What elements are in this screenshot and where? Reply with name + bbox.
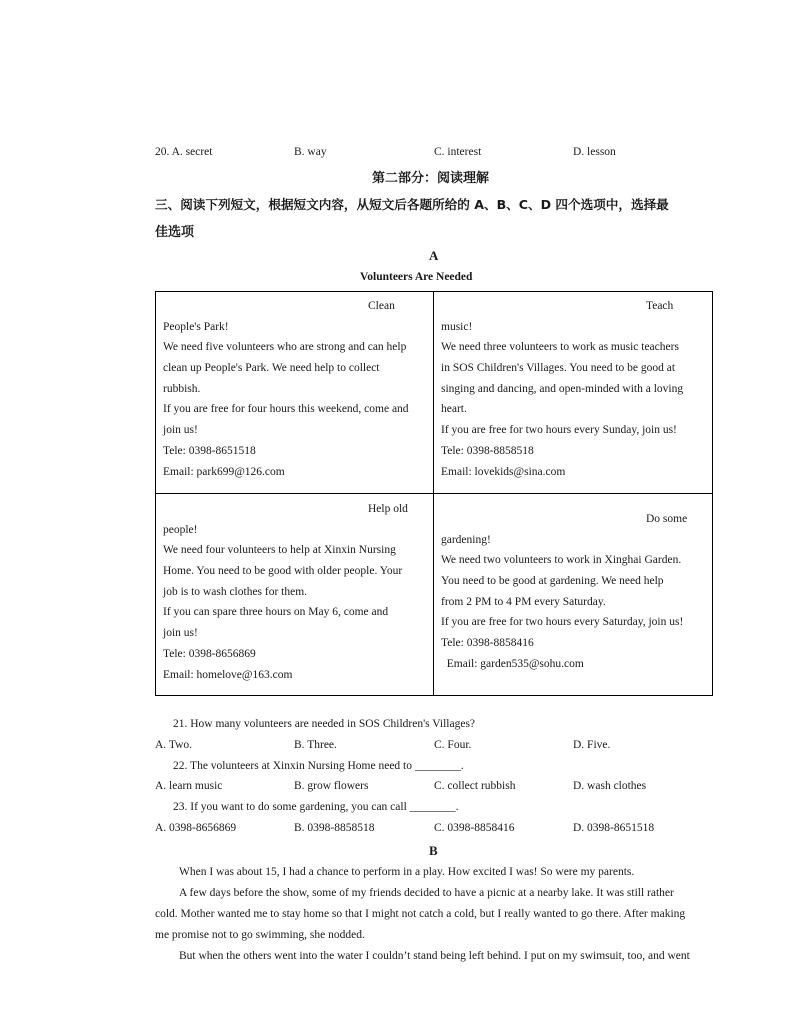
ad-music-email: Email: lovekids@sina.com — [441, 465, 566, 478]
ad-music-phone: Tele: 0398-8858518 — [441, 444, 534, 457]
ad-park-line: We need five volunteers who are strong and can help — [163, 341, 407, 354]
ad-music-line: music! — [441, 320, 473, 333]
passage-b-paragraph-line: me promise not to go swimming, she nodded. — [155, 929, 365, 941]
passage-b-paragraph-line: When I was about 15, I had a chance to perform in a play. How excited I was! So were my parents. — [179, 866, 635, 878]
ad-garden-line: from 2 PM to 4 PM every Saturday. — [441, 595, 606, 608]
ad-park-line: If you are free for four hours this weekend, come and — [163, 403, 409, 416]
question-23-stem: 23. If you want to do some gardening, you can call ________. — [173, 801, 459, 813]
question-21-options — [155, 739, 715, 755]
ad-garden-email: Email: garden535@sohu.com — [441, 657, 584, 670]
ad-old-people-phone: Tele: 0398-8656869 — [163, 647, 256, 660]
passage-b-paragraph-line: cold. Mother wanted me to stay home so that I might not catch a cold, but I really wanted to go there. After making — [155, 908, 686, 920]
ad-music-line: heart. — [441, 403, 467, 416]
ad-garden-line: You need to be good at gardening. We need help — [441, 575, 664, 588]
ad-park-line: join us! — [163, 424, 198, 437]
question-20-option-d: D. lesson — [573, 146, 616, 158]
ad-old-people-line: We need four volunteers to help at Xinxin Nursing — [163, 544, 396, 557]
question-22-stem: 22. The volunteers at Xinxin Nursing Home need to ________. — [173, 760, 464, 772]
section-2-title: 第二部分：阅读理解 — [372, 171, 490, 186]
ad-park-email: Email: park699@126.com — [163, 465, 285, 478]
question-20-options — [155, 146, 715, 162]
question-22-option-a: A. learn music — [155, 780, 223, 792]
ad-old-people-line: Home. You need to be good with older people. Your — [163, 565, 403, 578]
question-22-option-c: C. collect rubbish — [434, 780, 516, 792]
question-20-option-b: B. way — [294, 146, 327, 158]
ad-music-line: If you are free for two hours every Sunday, join us! — [441, 424, 677, 437]
ad-garden-phone: Tele: 0398-8858416 — [441, 637, 534, 650]
passage-b-paragraph-line: A few days before the show, some of my friends decided to have a picnic at a nearby lake. It was still rather — [179, 887, 674, 899]
ad-cell-park — [156, 296, 433, 482]
ad-music-heading: Teach — [646, 300, 674, 312]
question-20-option-c: C. interest — [434, 146, 482, 158]
ad-music-line: We need three volunteers to work as music teachers — [441, 341, 679, 354]
ad-garden-line: gardening! — [441, 533, 491, 546]
ad-park-line: clean up People's Park. We need help to collect — [163, 362, 380, 375]
passage-a-title: Volunteers Are Needed — [360, 271, 473, 283]
ad-garden-line: We need two volunteers to work in Xinghai Garden. — [441, 554, 682, 567]
question-22-options — [155, 780, 715, 796]
ad-music-line: singing and dancing, and open-minded with a loving — [441, 382, 684, 395]
ad-old-people-line: job is to wash clothes for them. — [163, 585, 308, 598]
ad-old-people-line: join us! — [163, 627, 198, 640]
section-3-instruction-line-2: 佳选项 — [155, 225, 195, 240]
passage-b-label: B — [429, 843, 438, 858]
ad-old-people-line: If you can spare three hours on May 6, come and — [163, 606, 389, 619]
question-21-option-c: C. Four. — [434, 739, 472, 751]
question-23-option-b: B. 0398-8858518 — [294, 822, 375, 834]
ad-music-line: in SOS Children's Villages. You need to be good at — [441, 362, 676, 375]
ad-cell-music — [434, 296, 714, 482]
ad-cell-garden — [434, 509, 714, 675]
passage-b-paragraph-line: But when the others went into the water I couldn’t stand being left behind. I put on my swimsuit, too, and went — [179, 950, 690, 962]
volunteer-ads-table — [155, 291, 713, 696]
ad-old-people-email: Email: homelove@163.com — [163, 668, 293, 681]
section-3-instruction-line-1: 三、阅读下列短文，根据短文内容，从短文后各题所给的 A、B、C、D 四个选项中，选择最 — [155, 197, 669, 212]
question-20-option-a: 20. A. secret — [155, 146, 213, 158]
table-row-divider — [156, 493, 712, 494]
question-21-option-a: A. Two. — [155, 739, 192, 751]
ad-garden-heading: Do some — [646, 513, 688, 525]
ad-old-people-heading: Help old — [368, 503, 408, 515]
question-23-option-c: C. 0398-8858416 — [434, 822, 515, 834]
ad-park-line: rubbish. — [163, 382, 201, 395]
ad-garden-line: If you are free for two hours every Saturday, join us! — [441, 616, 684, 629]
question-21-stem: 21. How many volunteers are needed in SOS Children's Villages? — [173, 718, 476, 730]
question-23-options — [155, 822, 715, 838]
ad-park-line: People's Park! — [163, 320, 229, 333]
passage-a-label: A — [429, 248, 439, 263]
question-22-option-b: B. grow flowers — [294, 780, 369, 792]
ad-park-phone: Tele: 0398-8651518 — [163, 444, 256, 457]
ad-cell-old-people — [156, 499, 433, 685]
question-21-option-b: B. Three. — [294, 739, 337, 751]
ad-old-people-line: people! — [163, 523, 198, 536]
ad-park-heading: Clean — [368, 300, 395, 312]
question-22-option-d: D. wash clothes — [573, 780, 647, 792]
question-21-option-d: D. Five. — [573, 739, 611, 751]
question-23-option-a: A. 0398-8656869 — [155, 822, 237, 834]
question-23-option-d: D. 0398-8651518 — [573, 822, 655, 834]
